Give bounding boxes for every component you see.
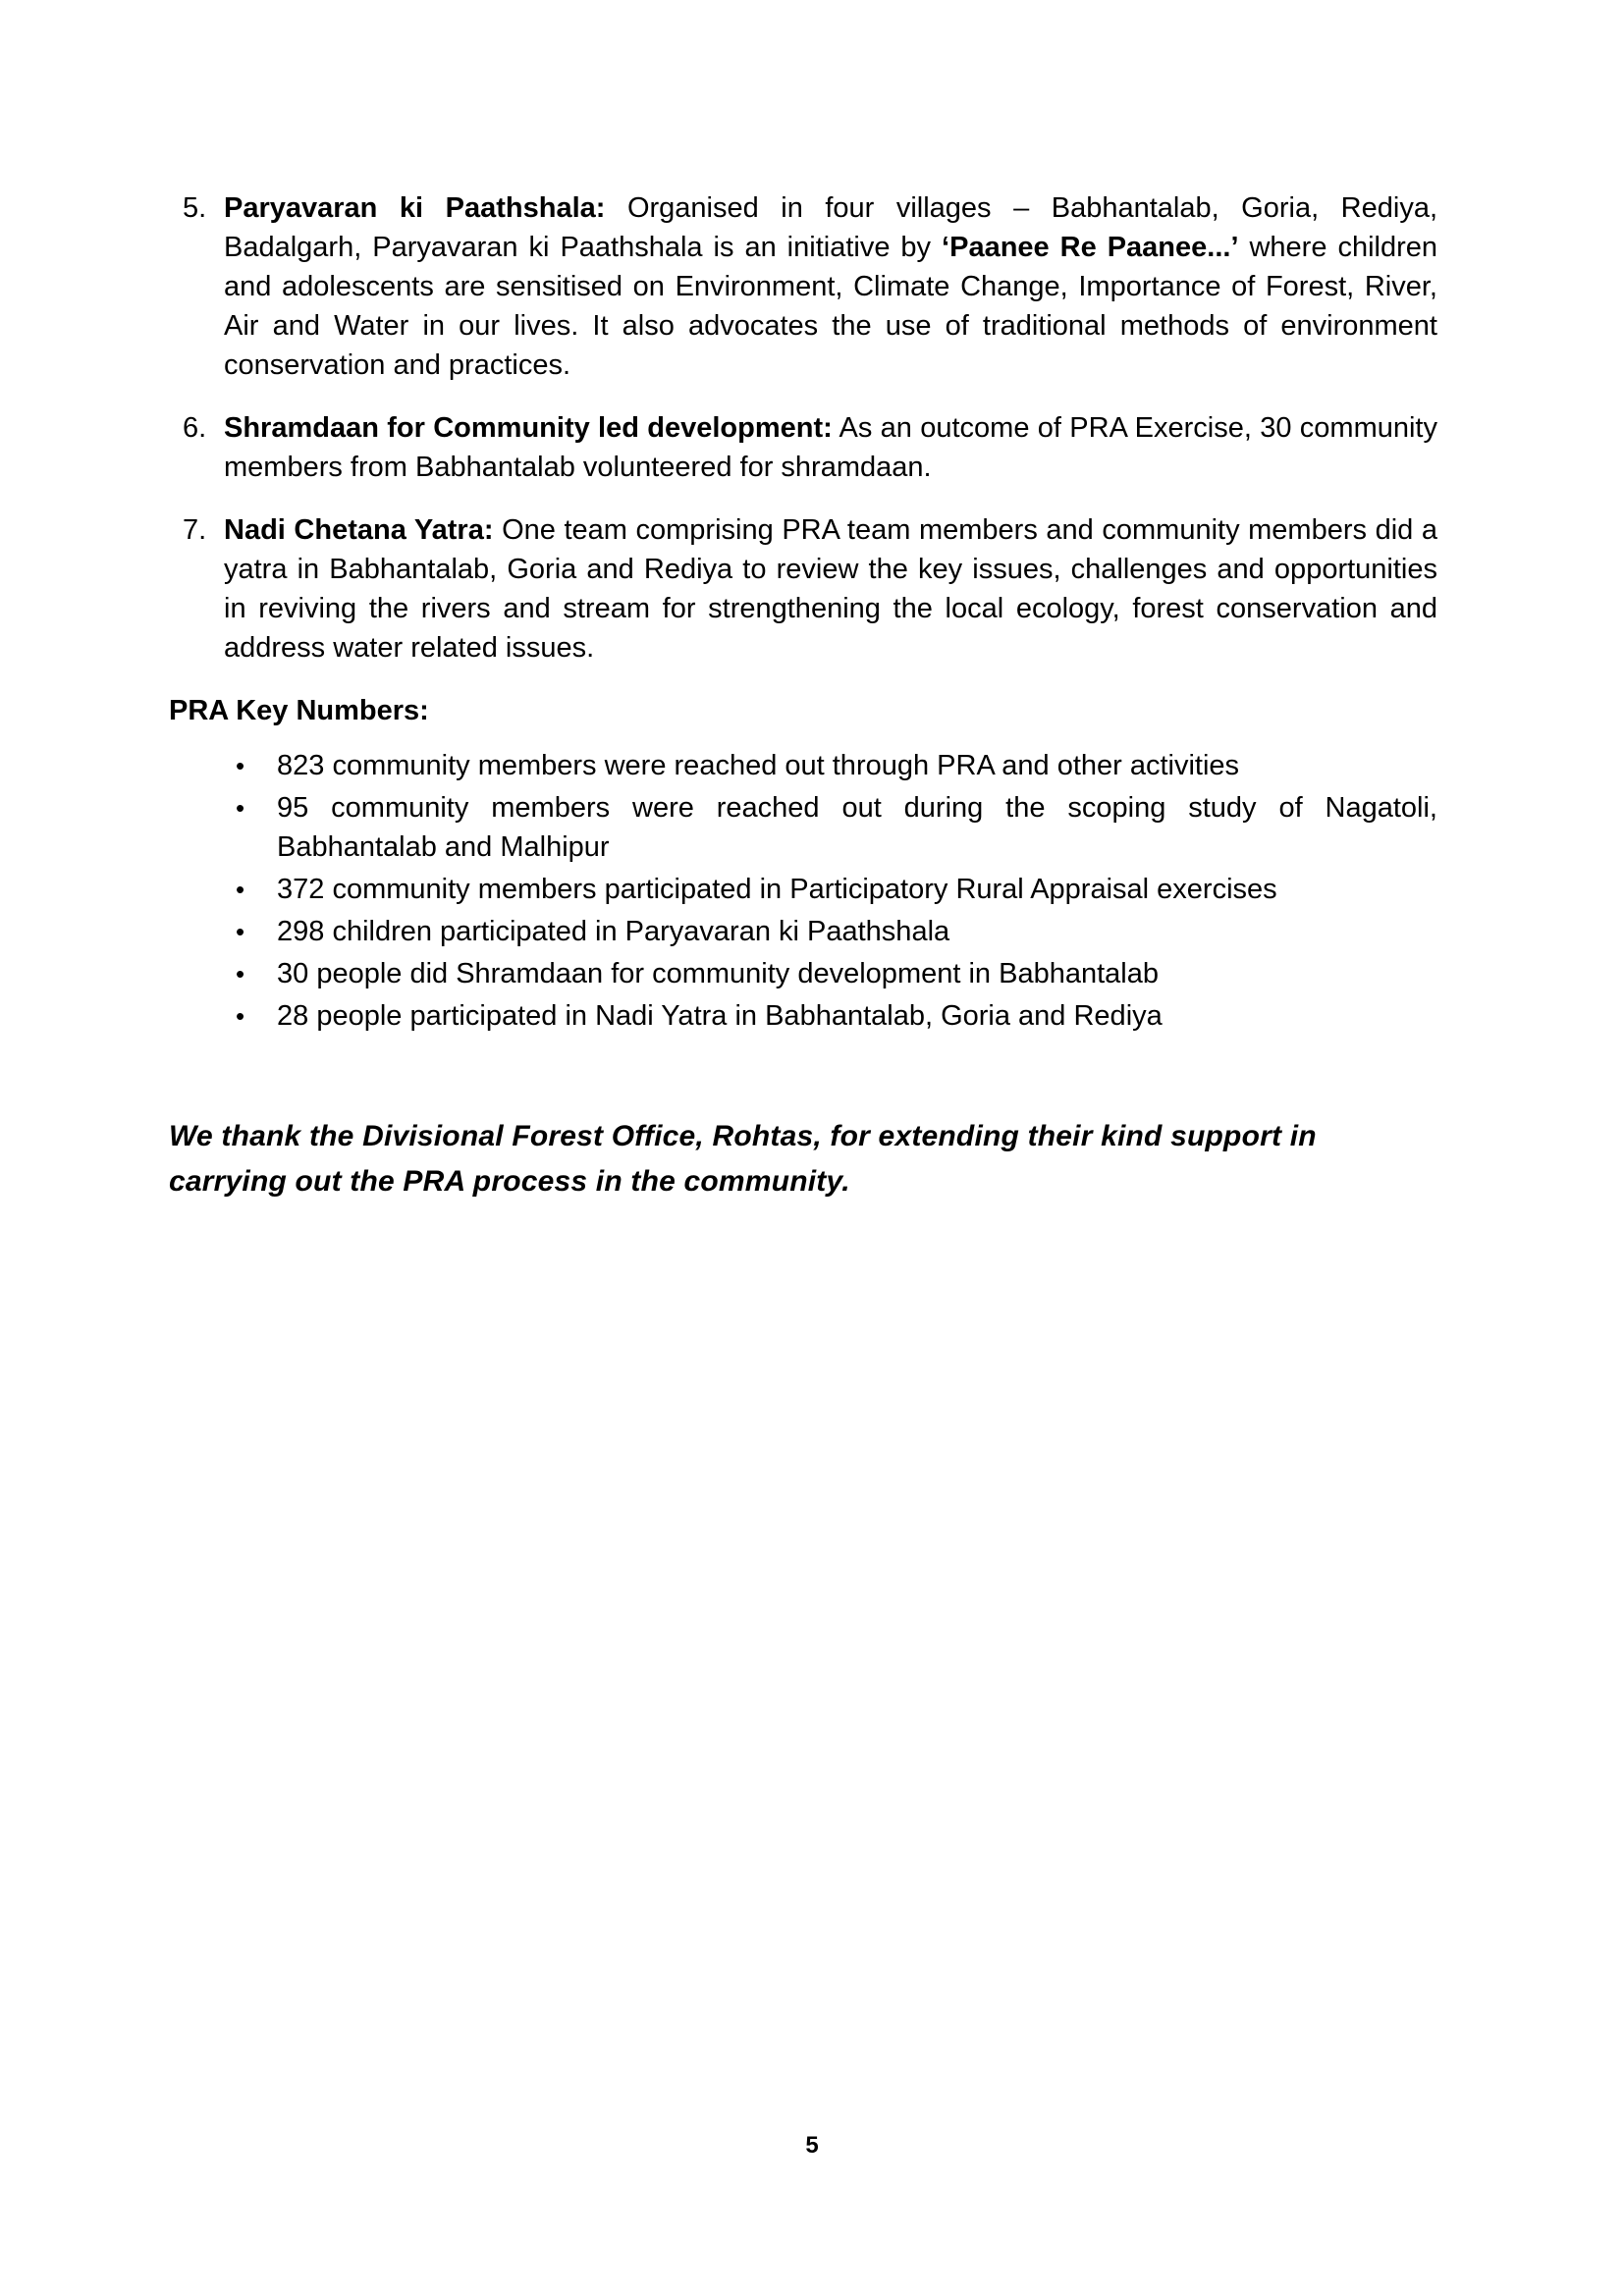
item-text-cont: where children and adolescents are sensitised on Environment, Climate Change, Importance of Forest, River, Air and Water in our lives. It also advocates the use of traditional methods of environment conservation and practices. [224,232,1437,381]
item-lead-bold: Shramdaan for Community led development: [224,412,833,444]
page-footer [0,2132,1624,2160]
bullet-icon: • [236,1001,245,1031]
bullet-item [169,788,1437,867]
item-text: One team comprising PRA team members and community members did a yatra in Babhantalab, Goria and Rediya to review the key issues, challenges and opportunities in reviving the rivers and stream for strengthening the local ecology, forest conservation and address water related issues. [224,514,1437,664]
bullet-icon: • [236,751,245,780]
bullet-item [169,912,1437,951]
item-number: 5. [183,192,207,224]
acknowledgement-text: We thank the Divisional Forest Office, Rohtas, for extending their kind support in carrying out the PRA process in the community. [169,1120,1317,1198]
page-number: 5 [805,2132,819,2159]
page-content [169,188,1437,1204]
item-paragraph [224,408,1437,487]
item-lead-bold: Nadi Chetana Yatra: [224,514,494,546]
bullet-icon: • [236,959,245,988]
key-numbers-bullet-list [169,746,1437,1036]
bullet-text: 372 community members participated in Participatory Rural Appraisal exercises [277,874,1277,905]
bullet-item [169,954,1437,993]
numbered-list [169,188,1437,667]
list-item-6 [169,408,1437,487]
bullet-item [169,996,1437,1036]
bullet-icon: • [236,917,245,946]
item-lead-bold: Paryavaran ki Paathshala: [224,192,606,224]
bullet-text: 298 children participated in Paryavaran ki Paathshala [277,916,950,947]
bullet-icon: • [236,875,245,904]
item-text: Organised in four villages – Babhantalab, Goria, Rediya, Badalgarh, Paryavaran ki Paathshala is an initiative by [224,192,1438,263]
bullet-text: 823 community members were reached out through PRA and other activities [277,750,1240,781]
item-text: As an outcome of PRA Exercise, 30 community members from Babhantalab volunteered for shramdaan. [224,412,1437,483]
list-item-7 [169,510,1437,667]
bullet-item [169,870,1437,909]
bullet-icon: • [236,793,245,823]
item-paragraph [224,188,1437,385]
bullet-text: 95 community members were reached out during the scoping study of Nagatoli, Babhantalab and Malhipur [277,792,1437,863]
bullet-item [169,746,1437,785]
bullet-text: 30 people did Shramdaan for community development in Babhantalab [277,958,1159,989]
item-number: 6. [183,412,207,444]
item-number: 7. [183,514,207,546]
item-inline-bold: ‘Paanee Re Paanee...’ [942,232,1239,263]
item-paragraph [224,510,1437,667]
section-heading-pra-key-numbers: PRA Key Numbers: [169,695,429,726]
list-item-5 [169,188,1437,385]
bullet-text: 28 people participated in Nadi Yatra in Babhantalab, Goria and Rediya [277,1000,1163,1032]
